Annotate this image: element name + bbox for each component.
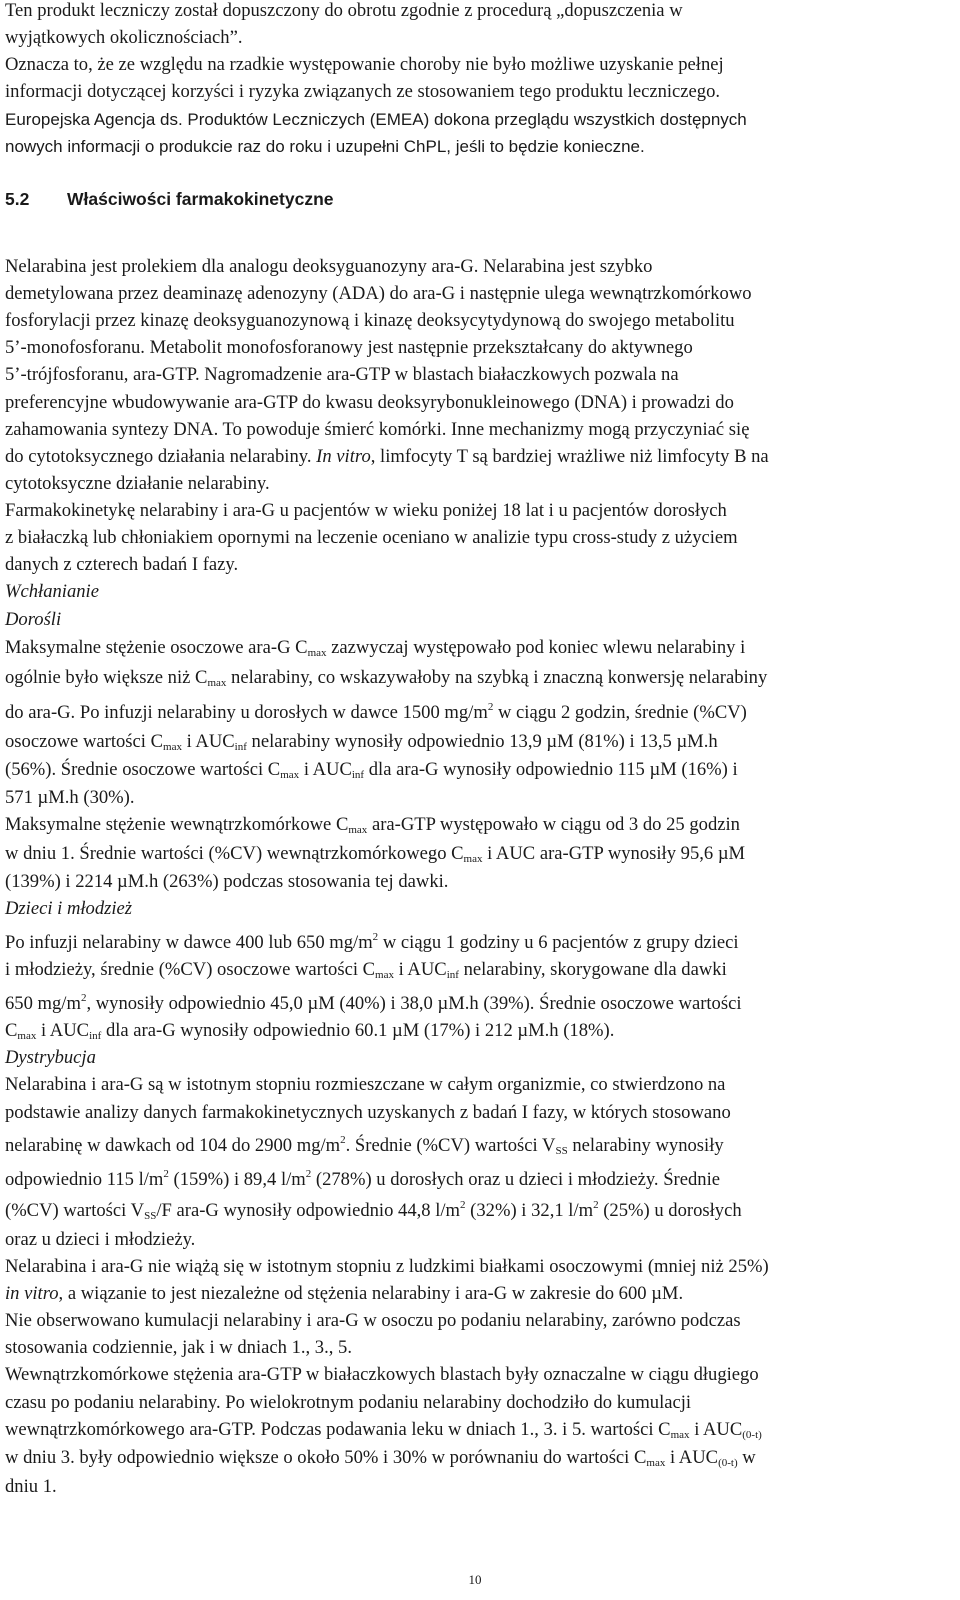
text-line: demetylowana przez deaminazę adenozyny (ADA) do ara-G i następnie ulega wewnątrzkomórkowo [5, 283, 752, 304]
section-title: Właściwości farmakokinetyczne [67, 189, 334, 209]
text-line: w dniu 3. były odpowiednio większe o około 50% i 30% w porównaniu do wartości $C_{max}$ i $AUC_{(0-t)}$ w [5, 1447, 756, 1469]
text-line: in vitro, a wiązanie to jest niezależne od stężenia nelarabiny i ara-G w zakresie do 600 µM. [5, 1283, 684, 1304]
text-line: Europejska Agencja ds. Produktów Leczniczych (EMEA) dokona przeglądu wszystkich dostępnych [5, 110, 747, 129]
text-line: wyjątkowych okolicznościach”. [5, 27, 243, 48]
text-line: Farmakokinetykę nelarabiny i ara-G u pacjentów w wieku poniżej 18 lat i u pacjentów dorosłych [5, 500, 727, 521]
text-line: nelarabinę w dawkach od 104 do 2900 $mg/m^2$. Średnie (%CV) wartości $V_{SS}$ nelarabiny wynosiły [5, 1134, 724, 1157]
text-line: odpowiednio 115 $l/m^2$ (159%) i 89,4 $l/m^2$ (278%) u dorosłych oraz u dzieci i młodzieży. Średnie [5, 1168, 721, 1190]
text-line: osoczowe wartości $C_{max}$ i $AUC_{inf}$ nelarabiny wynosiły odpowiednio 13,9 µM (81%) i 13,5 µM.h [5, 731, 718, 753]
text-line: informacji dotyczącej korzyści i ryzyka związanych ze stosowaniem tego produktu leczniczego. [5, 81, 721, 102]
text-line: stosowania codziennie, jak i w dniach 1., 3., 5. [5, 1337, 352, 1358]
text-line: do ara-G. Po infuzji nelarabiny u dorosłych w dawce 1500 $mg/m^2$ w ciągu 2 godzin, średnie (%CV) [5, 701, 747, 723]
text-line: dniu 1. [5, 1476, 57, 1497]
text-line: danych z czterech badań I fazy. [5, 554, 239, 575]
text-line: z białaczką lub chłoniakiem opornymi na leczenie oceniano w analizie typu cross-study z użyciem [5, 527, 738, 548]
text-line: oraz u dzieci i młodzieży. [5, 1229, 196, 1250]
text-line: 5’-monofosforanu. Metabolit monofosforanowy jest następnie przekształcany do aktywnego [5, 337, 693, 358]
subheading: Wchłanianie [5, 581, 99, 602]
text-line: Po infuzji nelarabiny w dawce 400 lub 650 $mg/m^2$ w ciągu 1 godziny u 6 pacjentów z grupy dzieci [5, 931, 739, 953]
subheading: Dorośli [5, 609, 62, 630]
text-line: 650 $mg/m^2$, wynosiły odpowiednio 45,0 µM (40%) i 38,0 µM.h (39%). Średnie osoczowe wartości [5, 992, 742, 1014]
subheading: Dystrybucja [5, 1047, 96, 1068]
text-line: wewnątrzkomórkowego ara-GTP. Podczas podawania leku w dniach 1., 3. i 5. wartości $C_{max}$ i $AUC_{(0-t)}$ [5, 1419, 762, 1441]
subheading: Dzieci i młodzież [5, 898, 133, 919]
text-line: do cytotoksycznego działania nelarabiny. In vitro, limfocyty T są bardziej wrażliwe niż limfocyty B na [5, 446, 769, 467]
text-line: (%CV) wartości $V_{SS}/F$ ara-G wynosiły odpowiednio 44,8 $l/m^2$ (32%) i 32,1 $l/m^2$ (25%) u dorosłych [5, 1199, 742, 1222]
text-line: Ten produkt leczniczy został dopuszczony do obrotu zgodnie z procedurą „dopuszczenia w [5, 0, 683, 21]
section-number: 5.2 [5, 189, 30, 209]
text-line: ogólnie było większe niż $C_{max}$ nelarabiny, co wskazywałoby na szybką i znaczną konwersję nelarabiny [5, 667, 768, 689]
text-line: Nie obserwowano kumulacji nelarabiny i ara-G w osoczu po podaniu nelarabiny, zarówno podczas [5, 1310, 741, 1331]
text-line: cytotoksyczne działanie nelarabiny. [5, 473, 270, 494]
page-number: 10 [468, 1572, 482, 1587]
section-heading [5, 186, 334, 213]
text-line: Nelarabina jest prolekiem dla analogu deoksyguanozyny ara-G. Nelarabina jest szybko [5, 256, 653, 277]
text-line: Wewnątrzkomórkowe stężenia ara-GTP w białaczkowych blastach były oznaczalne w ciągu długiego [5, 1364, 759, 1385]
text-line: podstawie analizy danych farmakokinetycznych uzyskanych z badań I fazy, w których stosowano [5, 1102, 731, 1123]
text-line: i młodzieży, średnie (%CV) osoczowe wartości $C_{max}$ i $AUC_{inf}$ nelarabiny, skorygowane dla dawki [5, 959, 727, 981]
text-line: w dniu 1. Średnie wartości (%CV) wewnątrzkomórkowego $C_{max}$ i AUC ara-GTP wynosiły 95,6 µM [5, 843, 746, 865]
text-line: $C_{max}$ i $AUC_{inf}$ dla ara-G wynosiły odpowiednio 60.1 µM (17%) i 212 µM.h (18%). [5, 1020, 615, 1042]
text-line: zahamowania syntezy DNA. To powoduje śmierć komórki. Inne mechanizmy mogą przyczyniać się [5, 419, 750, 440]
text-line: Nelarabina i ara-G są w istotnym stopniu rozmieszczane w całym organizmie, co stwierdzono na [5, 1074, 726, 1095]
text-line: 571 µM.h (30%). [5, 787, 135, 808]
text-line: 5’-trójfosforanu, ara-GTP. Nagromadzenie ara-GTP w blastach białaczkowych pozwala na [5, 364, 679, 385]
text-line: Nelarabina i ara-G nie wiążą się w istotnym stopniu z ludzkimi białkami osoczowymi (mniej niż 25%) [5, 1256, 769, 1277]
text-line: (56%). Średnie osoczowe wartości $C_{max}$ i $AUC_{inf}$ dla ara-G wynosiły odpowiednio 115 µM (16%) i [5, 759, 738, 781]
text-line: preferencyjne wbudowywanie ara-GTP do kwasu deoksyrybonukleinowego (DNA) i prowadzi do [5, 392, 734, 413]
text-line: Maksymalne stężenie osoczowe ara-G $C_{max}$ zazwyczaj występowało pod koniec wlewu nelarabiny i [5, 637, 746, 659]
text-line: Oznacza to, że ze względu na rzadkie występowanie choroby nie było możliwe uzyskanie pełnej [5, 54, 724, 75]
text-line: fosforylacji przez kinazę deoksyguanozynową i kinazę deoksycytydynową do swojego metabolitu [5, 310, 735, 331]
text-line: (139%) i 2214 µM.h (263%) podczas stosowania tej dawki. [5, 871, 449, 892]
text-line: Maksymalne stężenie wewnątrzkomórkowe $C_{max}$ ara-GTP występowało w ciągu od 3 do 25 godzin [5, 814, 740, 836]
text-line: nowych informacji o produkcie raz do roku i uzupełni ChPL, jeśli to będzie konieczne. [5, 137, 645, 156]
text-line: czasu po podaniu nelarabiny. Po wielokrotnym podaniu nelarabiny dochodziło do kumulacji [5, 1392, 692, 1413]
